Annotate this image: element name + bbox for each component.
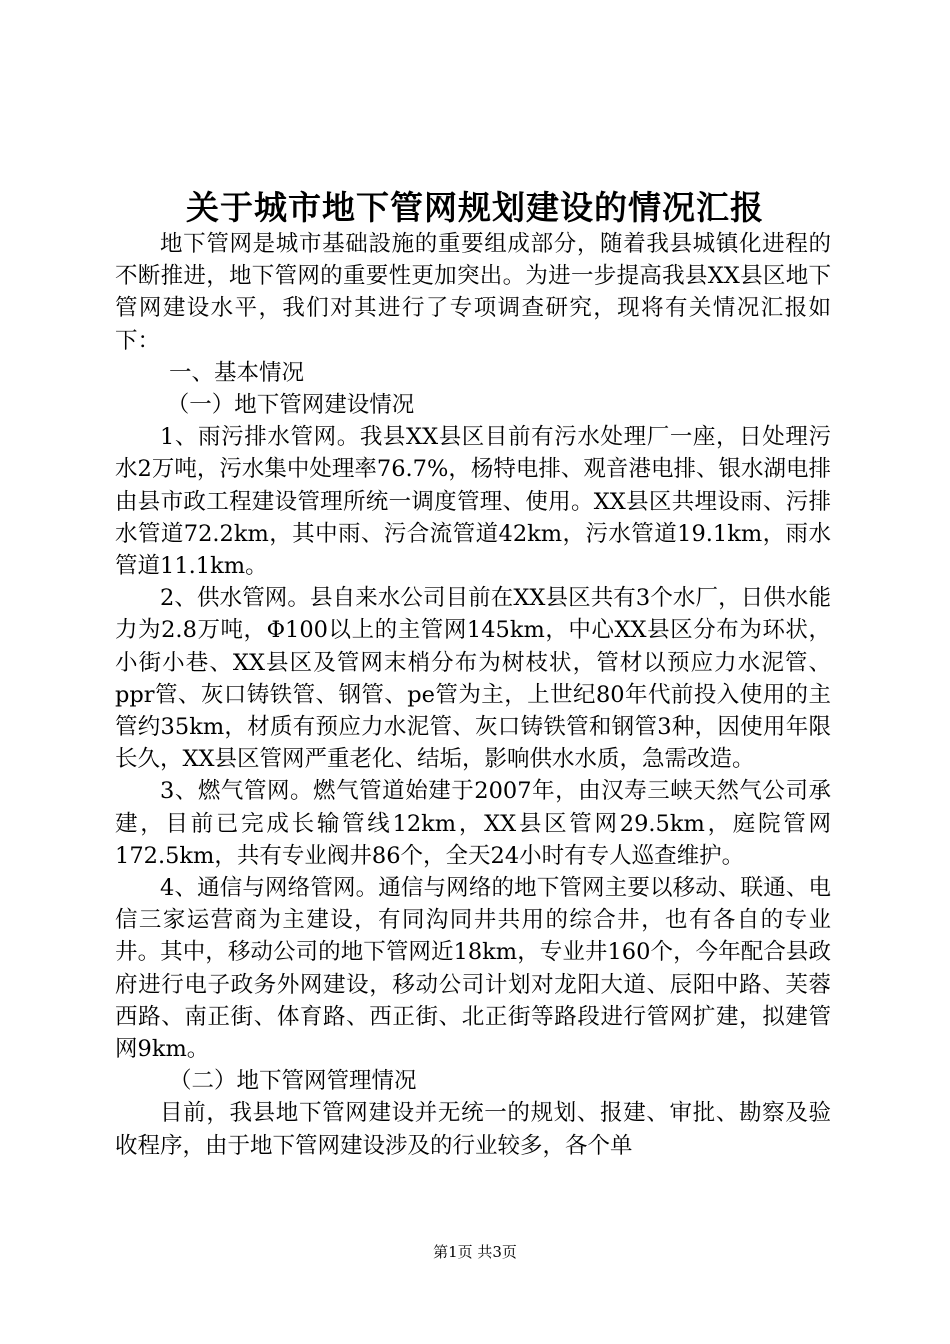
- body-paragraph: 目前，我县地下管网建设并无统一的规划、报建、审批、勘察及验收程序，由于地下管网建设涉及的行业较多，各个单: [115, 1100, 831, 1159]
- document-title: 关于城市地下管网规划建设的情况汇报: [186, 188, 764, 227]
- subsection-heading: （一）地下管网建设情况: [166, 392, 415, 419]
- item-paragraph: 1、雨污排水管网。我县XX县区目前有污水处理厂一座，日处理污水2万吨，污水集中处理率76.7%，杨特电排、观音港电排、银水湖电排由县市政工程建设管理所统一调度管理、使用。XX县区共埋设雨、污排水管道72.2km，其中雨、污合流管道42km，污水管道19.1km，雨水管道11.1km。: [115, 424, 831, 580]
- item-paragraph: 2、供水管网。县自来水公司目前在XX县区共有3个水厂，日供水能力为2.8万吨，Φ100以上的主管网145km，中心XX县区分布为环状，小街小巷、XX县区及管网末梢分布为树枝状，管材以预应力水泥管、ppr管、灰口铸铁管、钢管、pe管为主，上世纪80年代前投入使用的主管约35km，材质有预应力水泥管、灰口铸铁管和钢管3种，因使用年限长久，XX县区管网严重老化、结垢，影响供水水质，急需改造。: [115, 585, 831, 773]
- item-paragraph: 3、燃气管网。燃气管道始建于2007年，由汉寿三峡天然气公司承建，目前已完成长输管线12km，XX县区管网29.5km，庭院管网172.5km，共有专业阀井86个，全天24小时有专人巡查维护。: [115, 778, 831, 869]
- section-heading: 一、基本情况: [169, 359, 305, 386]
- document-body: [115, 228, 831, 1162]
- intro-paragraph: 地下管网是城市基础設施的重要组成部分，随着我县城镇化进程的不断推进，地下管网的重要性更加突出。为进一步提高我县XX县区地下管网建设水平，我们对其进行了专项调查研究，现将有关情况汇报如下：: [115, 231, 831, 354]
- item-paragraph: 4、通信与网络管网。通信与网络的地下管网主要以移动、联通、电信三家运营商为主建设，有同沟同井共用的综合井，也有各自的专业井。其中，移动公司的地下管网近18km，专业井160个，今年配合县政府进行电子政务外网建设，移动公司计划对龙阳大道、辰阳中路、芙蓉西路、南正街、体育路、西正街、北正街等路段进行管网扩建，拟建管网9km。: [115, 875, 831, 1063]
- subsection-heading: （二）地下管网管理情况: [169, 1068, 417, 1095]
- page-number: 第1页 共3页: [433, 1243, 517, 1261]
